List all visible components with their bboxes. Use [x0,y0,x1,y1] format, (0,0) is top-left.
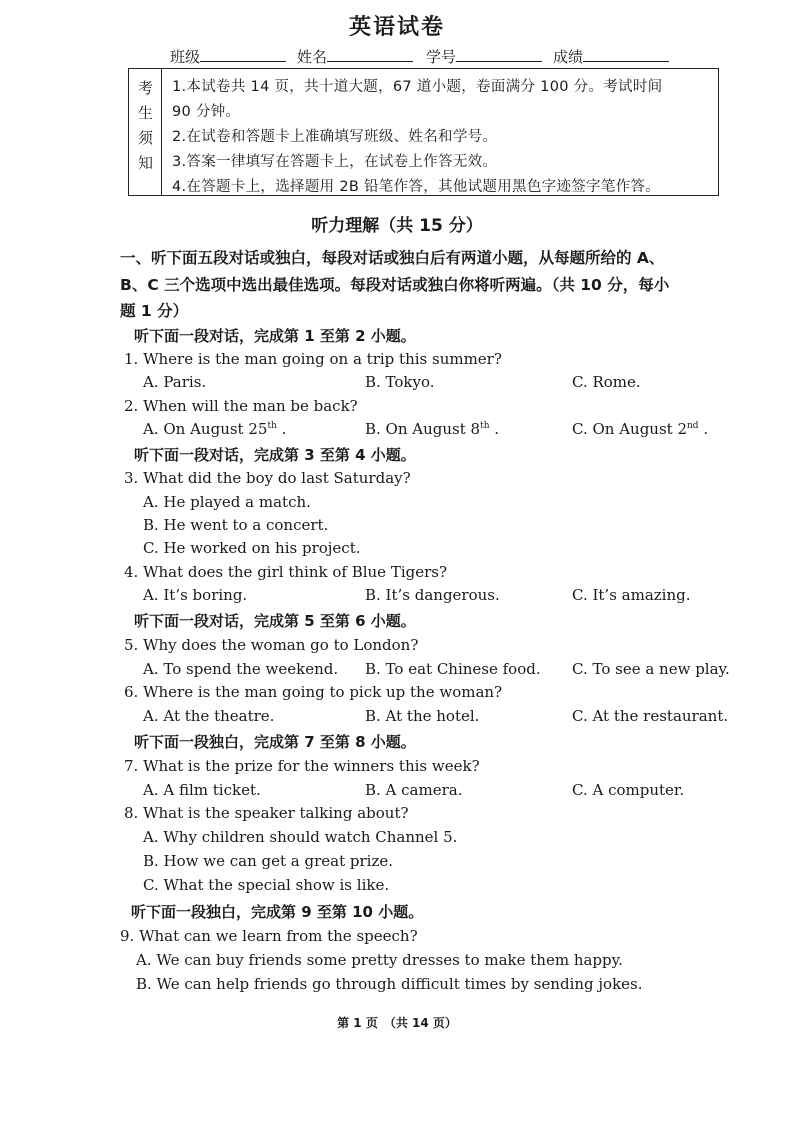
part-instruction-line: 一、听下面五段对话或独白，每段对话或独白后有两道小题，从每题所给的 A、 [120,249,665,267]
option-c: C. At the restaurant. [572,707,729,725]
question-stem: 9. What can we learn from the speech? [120,927,418,945]
name-label: 姓名 [297,48,328,66]
option-b: B. It’s dangerous. [365,586,500,604]
option-a-tail: . [276,420,287,438]
option-b: B. He went to a concert. [143,516,329,534]
part-instruction-line: 题 1 分） [120,302,189,320]
notice-side-char: 知 [137,154,153,172]
question-stem: 5. Why does the woman go to London? [124,636,419,654]
option-a: A. Why children should watch Channel 5. [143,828,458,846]
exam-title: 英语试卷 [348,15,445,40]
option-b: B. A camera. [365,781,463,799]
question-stem: 2. When will the man be back? [124,397,358,415]
option-a-text: A. On August 25 [143,420,268,438]
id-label: 学号 [426,48,457,66]
option-a: A. It’s boring. [143,586,248,604]
score-blank [583,47,669,62]
option-b [365,420,499,438]
option-a-suffix: th [267,421,277,431]
option-b: B. How we can get a great prize. [143,852,394,870]
notice-line: 4.在答题卡上，选择题用 2B 铅笔作答，其他试题用黑色字迹签字笔作答。 [172,179,661,195]
notice-line: 3.答案一律填写在答题卡上，在试卷上作答无效。 [172,154,498,170]
class-field [170,46,286,67]
notice-side-char: 考 [137,79,153,97]
option-c: C. He worked on his project. [143,539,361,557]
option-b: B. Tokyo. [365,373,435,391]
option-b: B. At the hotel. [365,707,480,725]
option-a: A. Paris. [143,373,207,391]
question-stem: 1. Where is the man going on a trip this summer? [124,350,502,368]
option-c: C. A computer. [572,781,685,799]
notice-line: 90 分钟。 [172,104,241,120]
sub-instruction: 听下面一段独白，完成第 9 至第 10 小题。 [131,903,424,921]
id-blank [456,47,542,62]
question-stem: 8. What is the speaker talking about? [124,804,409,822]
score-field [553,46,669,67]
score-label: 成绩 [553,48,584,66]
name-blank [327,47,413,62]
sub-instruction: 听下面一段对话，完成第 1 至第 2 小题。 [134,327,416,345]
section-title: 听力理解（共 15 分） [311,216,483,236]
id-field [426,46,542,67]
notice-side-char: 生 [137,104,153,122]
notice-side-label [129,69,162,195]
option-a: A. A film ticket. [143,781,261,799]
question-stem: 7. What is the prize for the winners this week? [124,757,480,775]
option-c-tail: . [698,420,709,438]
page-footer: 第 1 页 （共 14 页） [337,1016,457,1030]
option-c-suffix: nd [687,421,699,431]
option-a: A. He played a match. [143,493,311,511]
option-b-suffix: th [480,421,490,431]
notice-side-char: 须 [137,129,153,147]
question-stem: 3. What did the boy do last Saturday? [124,469,411,487]
option-b: B. We can help friends go through difficult times by sending jokes. [136,975,643,993]
option-b-tail: . [489,420,500,438]
question-stem: 4. What does the girl think of Blue Tigers? [124,563,448,581]
sub-instruction: 听下面一段独白，完成第 7 至第 8 小题。 [134,733,416,751]
option-c-text: C. On August 2 [572,420,687,438]
option-c: C. To see a new play. [572,660,730,678]
option-a: A. To spend the weekend. [143,660,339,678]
question-stem: 6. Where is the man going to pick up the woman? [124,683,503,701]
notice-box [128,68,719,196]
part-instruction-line: B、C 三个选项中选出最佳选项。每段对话或独白你将听两遍。（共 10 分，每小 [120,276,670,294]
notice-line: 2.在试卷和答题卡上准确填写班级、姓名和学号。 [172,129,498,145]
option-a [143,420,286,438]
class-blank [200,47,286,62]
option-a: A. At the theatre. [143,707,275,725]
class-label: 班级 [170,48,201,66]
option-c: C. What the special show is like. [143,876,390,894]
option-c: C. It’s amazing. [572,586,691,604]
sub-instruction: 听下面一段对话，完成第 5 至第 6 小题。 [134,612,416,630]
option-c [572,420,708,438]
name-field [297,46,413,67]
notice-line: 1.本试卷共 14 页，共十道大题，67 道小题，卷面满分 100 分。考试时间 [172,79,663,95]
sub-instruction: 听下面一段对话，完成第 3 至第 4 小题。 [134,446,416,464]
option-b-text: B. On August 8 [365,420,481,438]
option-b: B. To eat Chinese food. [365,660,541,678]
option-c: C. Rome. [572,373,641,391]
option-a: A. We can buy friends some pretty dresses to make them happy. [136,951,623,969]
